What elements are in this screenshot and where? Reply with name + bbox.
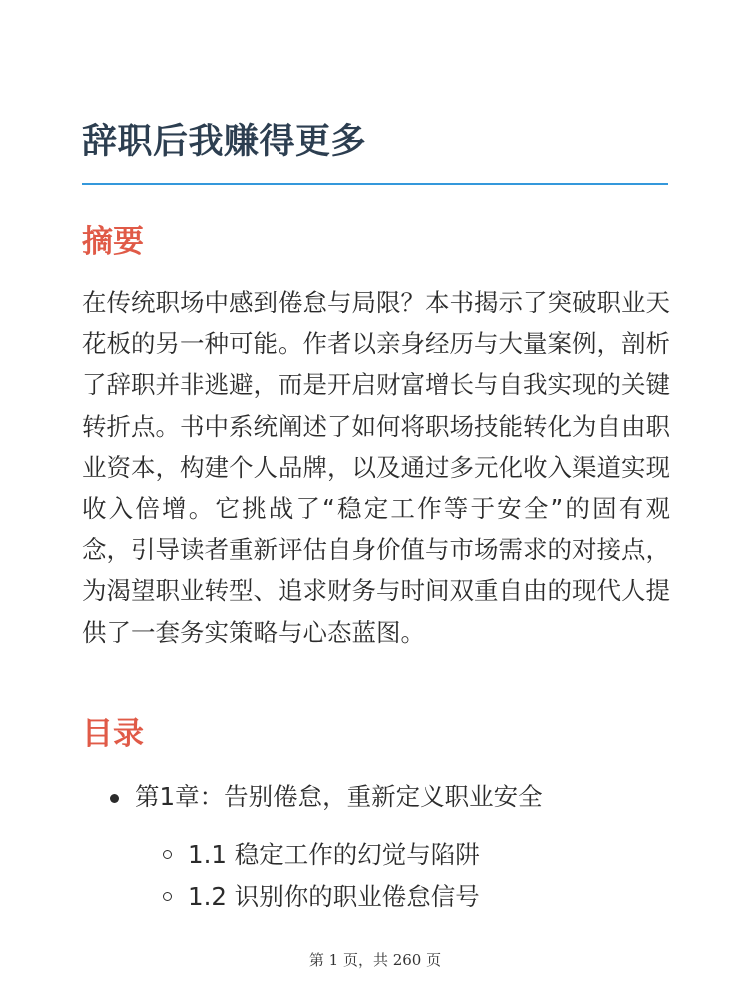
toc-section-1-2: 1.2 识别你的职业倦怠信号: [188, 882, 480, 911]
toc-chapter-1: 第1章：告别倦怠，重新定义职业安全: [135, 782, 543, 811]
bullet-disc-icon: [110, 794, 119, 803]
toc-section-1-1: 1.1 稳定工作的幻觉与陷阱: [188, 840, 480, 869]
bullet-circle-icon: [163, 850, 172, 859]
book-title: 辞职后我赚得更多: [82, 122, 367, 162]
page-number-footer: 第 1 页，共 260 页: [308, 951, 442, 969]
bullet-circle-icon: [163, 892, 172, 901]
summary-paragraph: 在传统职场中感到倦怠与局限？本书揭示了突破职业天花板的另一种可能。作者以亲身经历与大量案例，剖析了辞职并非逃避，而是开启财富增长与自我实现的关键转折点。书中系统阐述了如何将职场技能转化为自由职业资本，构建个人品牌，以及通过多元化收入渠道实现收入倍增。它挑战了“稳定工作等于安全”的固有观念，引导读者重新评估自身价值与市场需求的对接点，为渴望职业转型、追求财务与时间双重自由的现代人提供了一套务实策略与心态蓝图。: [82, 288, 670, 647]
title-divider: [82, 183, 668, 185]
toc-heading: 目录: [82, 716, 144, 752]
summary-heading: 摘要: [82, 224, 144, 260]
